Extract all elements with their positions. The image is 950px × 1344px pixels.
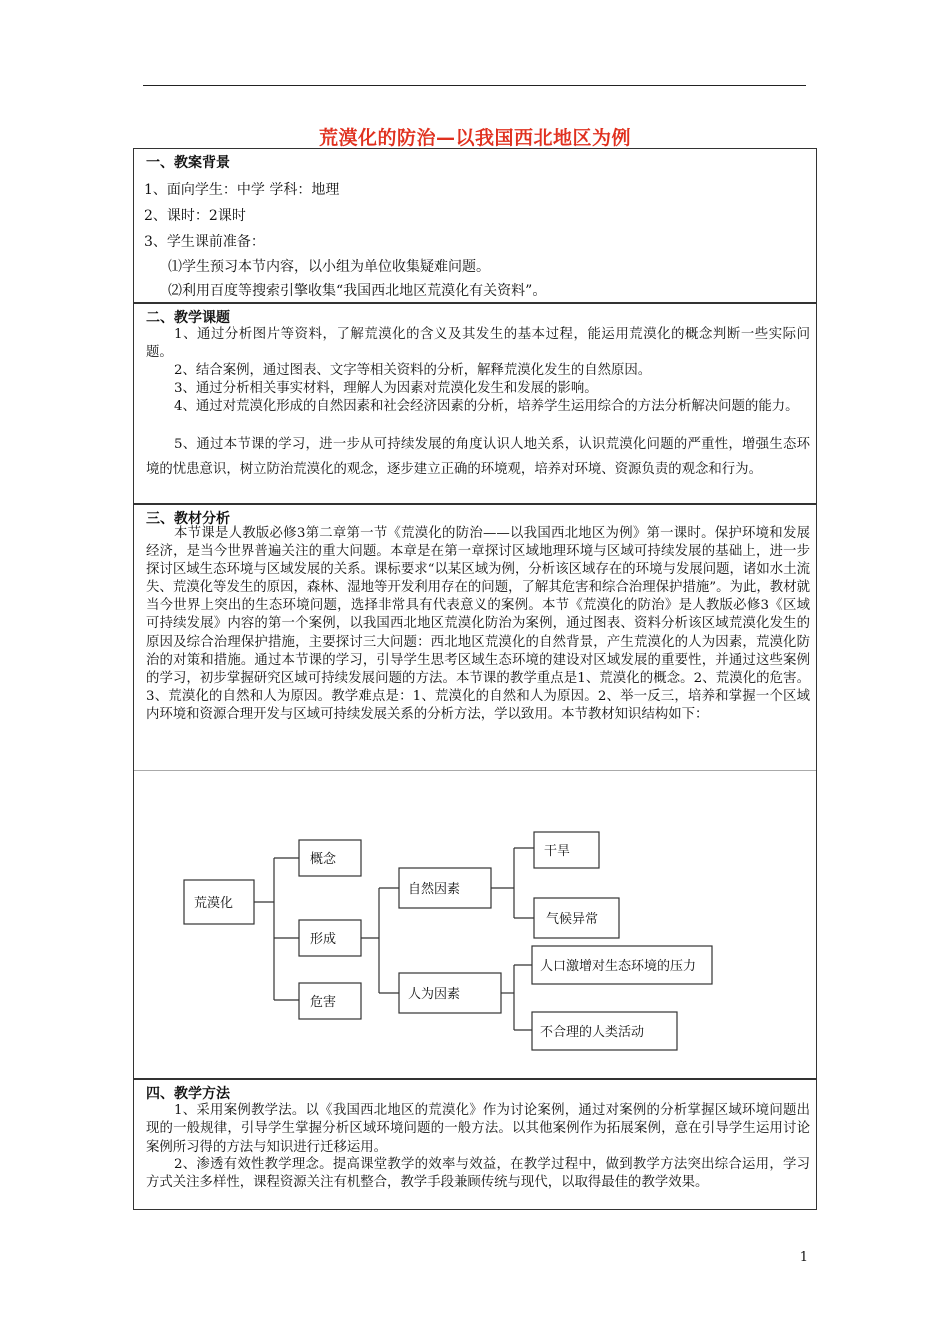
diagram-label-population: 人口激增对生态环境的压力 <box>540 959 697 974</box>
periods-line: 2、课时：2课时 <box>144 208 246 224</box>
document-title: 荒漠化的防治—以我国西北地区为例 <box>318 127 631 149</box>
diagram-label-root: 荒漠化 <box>194 896 234 911</box>
section-background <box>133 148 817 303</box>
diagram-label-drought: 干旱 <box>544 844 571 859</box>
preparation-item-2: ⑵利用百度等搜索引擎收集“我国西北地区荒漠化有关资料”。 <box>168 283 547 299</box>
section-textbook-analysis <box>133 504 817 1079</box>
section-topics <box>133 303 817 504</box>
diagram-label-formation: 形成 <box>310 932 337 947</box>
diagram-separator <box>134 770 816 771</box>
diagram-label-human: 人为因素 <box>408 987 461 1002</box>
topic-paragraph-3: 3、通过分析相关事实材料，理解人为因素对荒漠化发生和发展的影响。 <box>174 381 598 396</box>
section-heading: 二、教学课题 <box>146 310 230 326</box>
diagram-label-natural: 自然因素 <box>408 882 461 897</box>
knowledge-structure-diagram <box>174 830 734 1070</box>
topic-paragraph-1: 1、通过分析图片等资料，了解荒漠化的含义及其发生的基本过程，能运用荒漠化的概念判断一些实际问题。 <box>146 327 810 361</box>
method-paragraph-1: 1、采用案例教学法。以《我国西北地区的荒漠化》作为讨论案例，通过对案例的分析掌握区域环境问题出现的一般规律，引导学生掌握分析区域环境问题的一般方法。以其他案例作为拓展案例，意在引导学生运用讨论案例所习得的方法与知识进行迁移运用。 <box>146 1103 810 1155</box>
diagram-label-concept: 概念 <box>310 852 337 867</box>
topic-paragraph-5: 5、通过本节课的学习，进一步从可持续发展的角度认识人地关系，认识荒漠化问题的严重性，增强生态环境的忧患意识，树立防治荒漠化的观念，逐步建立正确的环境观，培养对环境、资源负责的观念和行为。 <box>146 437 810 477</box>
section-teaching-methods <box>133 1079 817 1210</box>
section-heading: 四、教学方法 <box>146 1086 230 1102</box>
header-rule <box>143 85 806 86</box>
diagram-label-harm: 危害 <box>310 995 337 1010</box>
method-paragraph-2: 2、渗透有效性教学理念。提高课堂教学的效率与效益，在教学过程中，做到教学方法突出综合运用，学习方式关注多样性，课程资源关注有机整合，教学手段兼顾传统与现代，以取得最佳的教学效果。 <box>146 1157 810 1191</box>
topic-paragraph-4: 4、通过对荒漠化形成的自然因素和社会经济因素的分析，培养学生运用综合的方法分析解决问题的能力。 <box>174 399 799 414</box>
topic-paragraph-2: 2、结合案例，通过图表、文字等相关资料的分析，解释荒漠化发生的自然原因。 <box>174 363 652 378</box>
audience-line: 1、面向学生：中学 学科：地理 <box>144 182 340 198</box>
diagram-label-activities: 不合理的人类活动 <box>540 1025 645 1040</box>
page-number: 1 <box>799 1250 808 1265</box>
preparation-line: 3、学生课前准备： <box>144 234 265 250</box>
section-heading: 三、教材分析 <box>146 511 230 527</box>
diagram-label-climate: 气候异常 <box>546 912 599 927</box>
preparation-item-1: ⑴学生预习本节内容，以小组为单位收集疑难问题。 <box>168 259 490 275</box>
section-heading: 一、教案背景 <box>146 155 230 171</box>
analysis-paragraph: 本节课是人教版必修3第二章第一节《荒漠化的防治——以我国西北地区为例》第一课时。保护环境和发展经济，是当今世界普遍关注的重大问题。本章是在第一章探讨区域地理环境与区域可持续发展的基础上，进一步探讨区域生态环境与区域发展的关系。课标要求“以某区域为例，分析该区域存在的环境与发展问题，诸如水土流失、荒漠化等发生的原因，森林、湿地等开发利用存在的问题，了解其危害和综合治理保护措施”。为此，教材就当今世界上突出的生态环境问题，选择非常具有代表意义的案例。本节《荒漠化的防治》是人教版必修3《区域可持续发展》内容的第一个案例，以我国西北地区荒漠化防治为案例，通过图表、资料分析该区域荒漠化发生的原因及综合治理保护措施，主要探讨三大问题：西北地区荒漠化的自然背景，产生荒漠化的人为因素，荒漠化防治的对策和措施。通过本节课的学习，引导学生思考区域生态环境的建设对区域发展的重要性，并通过这些案例的学习，初步掌握研究区域可持续发展问题的方法。本节课的教学重点是1、荒漠化的概念。2、荒漠化的危害。3、荒漠化的自然和人为原因。教学难点是：1、荒漠化的自然和人为原因。2、举一反三，培养和掌握一个区域内环境和资源合理开发与区域可持续发展关系的分析方法，学以致用。本节教材知识结构如下： <box>146 526 810 722</box>
